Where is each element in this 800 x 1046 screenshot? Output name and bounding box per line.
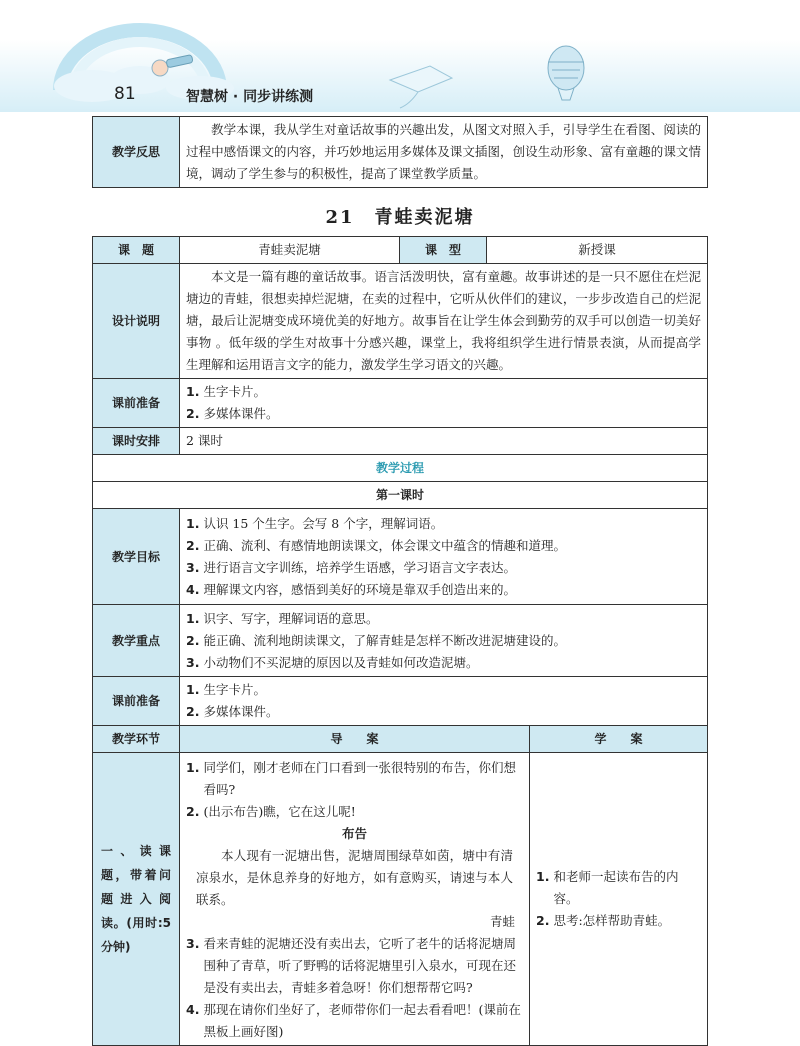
prep2-row bbox=[93, 677, 708, 726]
topic-label: 课 题 bbox=[93, 237, 180, 264]
design-row bbox=[93, 264, 708, 379]
lesson-title: 21 青蛙卖泥塘 bbox=[325, 207, 475, 228]
process-title-row bbox=[93, 455, 708, 482]
stage-row bbox=[93, 753, 708, 1046]
guide-item: 3. 看来青蛙的泥塘还没有卖出去，它听了老牛的话将泥塘周围种了青草，听了野鸭的话将泥塘里引入泉水，可现在还是没有卖出去，青蛙多着急呀！你们想帮帮它吗? bbox=[186, 936, 517, 995]
process-title: 教学过程 bbox=[93, 455, 708, 482]
goals-row bbox=[93, 509, 708, 605]
page-number: 81 bbox=[114, 84, 136, 104]
study-cell bbox=[530, 753, 708, 1046]
reflection-table bbox=[92, 116, 708, 188]
schedule-row bbox=[93, 428, 708, 455]
reflection-text bbox=[180, 117, 708, 188]
page-header bbox=[0, 0, 800, 112]
goals-label: 教学目标 bbox=[93, 509, 180, 605]
design-text: 本文是一篇有趣的童话故事。语言活泼明快，富有童趣。故事讲述的是一只不愿住在烂泥塘边的青蛙，很想卖掉烂泥塘，在卖的过程中，它听从伙伴们的建议，一步步改造自己的烂泥塘，最后让泥塘变成环境优美的好地方。故事旨在让学生体会到勤劳的双手可以创造一切美好事物 。低年级的学生对故事十分感兴趣，课堂上，我将组织学生进行情景表演，从而提高学生理解和运用语言文字的能力，激发学生学习语文的兴趣。 bbox=[186, 269, 701, 372]
list-item: 4. 理解课文内容，感悟到美好的环境是靠双手创造出来的。 bbox=[186, 581, 516, 597]
col-stage-header: 教学环节 bbox=[93, 726, 180, 753]
prep2-cell bbox=[180, 677, 708, 726]
design-label: 设计说明 bbox=[93, 264, 180, 379]
topic-row bbox=[93, 237, 708, 264]
guide-item: 2. (出示布告)瞧，它在这儿呢! bbox=[186, 804, 356, 819]
book-title: 智慧树 · 同步讲练测 bbox=[186, 89, 314, 105]
prep-label: 课前准备 bbox=[93, 379, 180, 428]
goals-cell bbox=[180, 509, 708, 605]
list-item: 2. 多媒体课件。 bbox=[186, 406, 279, 421]
prep2-label: 课前准备 bbox=[93, 677, 180, 726]
notice-sign: 青蛙 bbox=[489, 914, 515, 929]
col-study-header: 学 案 bbox=[530, 726, 708, 753]
process-header-row bbox=[93, 726, 708, 753]
period-row bbox=[93, 482, 708, 509]
list-item: 1. 识字、写字，理解词语的意思。 bbox=[186, 610, 379, 626]
keypoints-label: 教学重点 bbox=[93, 605, 180, 677]
list-item: 2. 多媒体课件。 bbox=[186, 704, 279, 719]
reflection-paragraph: 教学本课，我从学生对童话故事的兴趣出发，从图文对照入手，引导学生在看图、阅读的过程中感悟课文的内容，并巧妙地运用多媒体及课文插图，创设生动形象、富有童趣的课文情境，调动了学生参与的积极性，提高了课堂教学质量。 bbox=[186, 122, 701, 181]
list-item: 2. 正确、流利、有感情地朗读课文，体会课文中蕴含的情趣和道理。 bbox=[186, 537, 566, 553]
list-item: 2. 能正确、流利地朗读课文，了解青蛙是怎样不断改进泥塘建设的。 bbox=[186, 632, 566, 648]
list-item: 3. 进行语言文字训练，培养学生语感，学习语言文字表达。 bbox=[186, 559, 516, 575]
type-value: 新授课 bbox=[487, 237, 708, 264]
list-item: 1. 生字卡片。 bbox=[186, 682, 266, 697]
keypoints-row bbox=[93, 605, 708, 677]
schedule-value: 2 课时 bbox=[180, 428, 708, 455]
prep-row bbox=[93, 379, 708, 428]
col-guide-header: 导 案 bbox=[180, 726, 530, 753]
lesson-table bbox=[92, 236, 708, 1046]
guide-item: 4. 那现在请你们坐好了，老师带你们一起去看看吧！(课前在黑板上画好图) bbox=[186, 1002, 521, 1039]
guide-item: 1. 同学们，刚才老师在门口看到一张很特别的布告，你们想看吗? bbox=[186, 760, 516, 797]
design-cell bbox=[180, 264, 708, 379]
reflection-label: 教学反思 bbox=[93, 117, 180, 188]
type-label: 课 型 bbox=[400, 237, 487, 264]
keypoints-cell bbox=[180, 605, 708, 677]
list-item: 1. 认识 15 个生字。会写 8 个字，理解词语。 bbox=[186, 515, 444, 531]
list-item: 1. 生字卡片。 bbox=[186, 384, 266, 399]
guide-cell bbox=[180, 753, 530, 1046]
topic-value: 青蛙卖泥塘 bbox=[180, 237, 400, 264]
list-item: 3. 小动物们不买泥塘的原因以及青蛙如何改造泥塘。 bbox=[186, 654, 479, 670]
notice-title: 布告 bbox=[341, 826, 367, 841]
period-title: 第一课时 bbox=[93, 482, 708, 509]
notice-text: 本人现有一泥塘出售，泥塘周围绿草如茵，塘中有清凉泉水，是休息养身的好地方，如有意购买，请速与本人联系。 bbox=[196, 848, 513, 907]
study-item: 1. 和老师一起读布告的内容。 bbox=[536, 869, 679, 906]
study-item: 2. 思考:怎样帮助青蛙。 bbox=[536, 913, 671, 928]
stage-label: 一、读课题，带着问题进入阅读。(用时:5 分钟) bbox=[93, 753, 180, 1046]
schedule-label: 课时安排 bbox=[93, 428, 180, 455]
prep-cell bbox=[180, 379, 708, 428]
